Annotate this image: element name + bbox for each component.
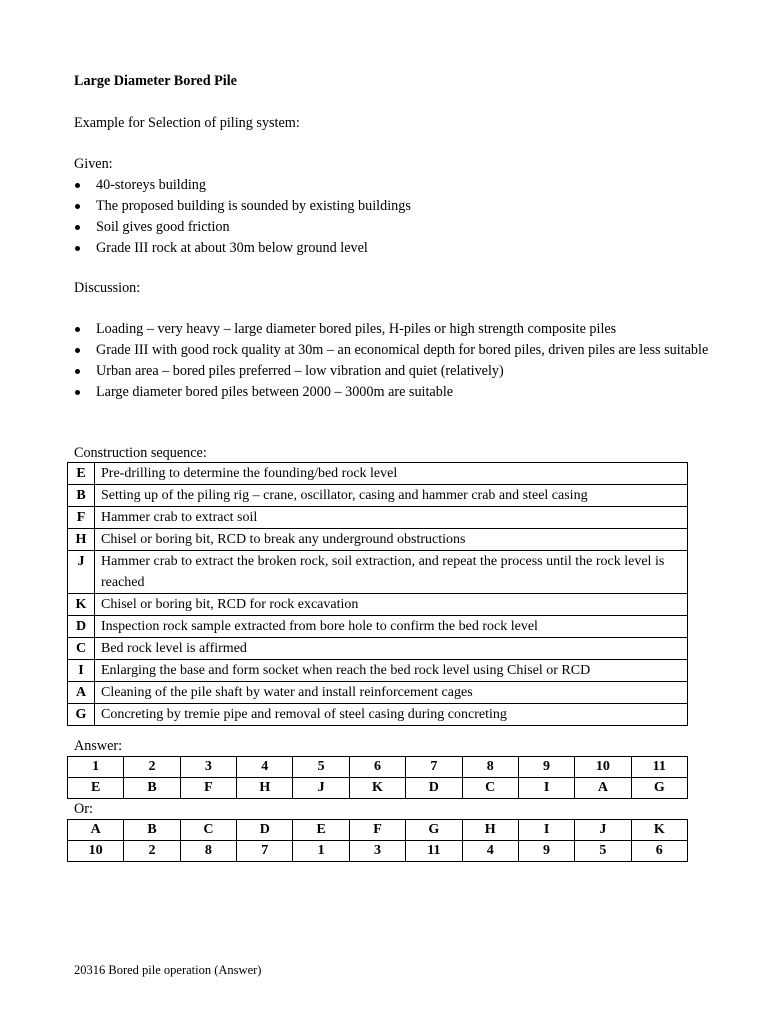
bullet-icon xyxy=(75,183,80,188)
table-cell: 9 xyxy=(518,757,574,778)
table-cell: F xyxy=(180,778,236,799)
table-row xyxy=(68,485,688,507)
construction-sequence-table xyxy=(67,462,688,726)
table-cell: 8 xyxy=(462,757,518,778)
table-cell: K xyxy=(349,778,405,799)
table-row xyxy=(68,704,688,726)
sequence-code: H xyxy=(68,529,95,551)
table-cell: 5 xyxy=(575,841,631,862)
list-item: The proposed building is sounded by existing buildings xyxy=(74,196,714,217)
sequence-step: Chisel or boring bit, RCD to break any underground obstructions xyxy=(95,529,688,551)
bullet-icon xyxy=(75,246,80,251)
bullet-icon xyxy=(75,225,80,230)
discussion-heading: Discussion: xyxy=(74,280,141,296)
table-cell: 5 xyxy=(293,757,349,778)
sequence-heading: Construction sequence: xyxy=(74,445,207,461)
bullet-icon xyxy=(75,369,80,374)
sequence-code: B xyxy=(68,485,95,507)
table-row xyxy=(68,682,688,704)
table-row xyxy=(68,820,688,841)
sequence-code: F xyxy=(68,507,95,529)
sequence-step: Cleaning of the pile shaft by water and install reinforcement cages xyxy=(95,682,688,704)
table-cell: 10 xyxy=(68,841,124,862)
sequence-step: Pre-drilling to determine the founding/bed rock level xyxy=(95,463,688,485)
sequence-code: I xyxy=(68,660,95,682)
table-row xyxy=(68,463,688,485)
table-cell: E xyxy=(68,778,124,799)
table-cell: 7 xyxy=(237,841,293,862)
sequence-code: A xyxy=(68,682,95,704)
table-cell: J xyxy=(575,820,631,841)
table-row xyxy=(68,660,688,682)
table-row xyxy=(68,778,688,799)
table-cell: H xyxy=(237,778,293,799)
list-item: Loading – very heavy – large diameter bored piles, H-piles or high strength composite piles xyxy=(74,319,714,340)
given-heading: Given: xyxy=(74,156,113,172)
sequence-step: Concreting by tremie pipe and removal of steel casing during concreting xyxy=(95,704,688,726)
list-item: Soil gives good friction xyxy=(74,217,714,238)
table-cell: 11 xyxy=(631,757,687,778)
table-row xyxy=(68,757,688,778)
sequence-code: D xyxy=(68,616,95,638)
table-cell: 11 xyxy=(406,841,462,862)
table-cell: 6 xyxy=(349,757,405,778)
bullet-icon xyxy=(75,327,80,332)
table-cell: A xyxy=(68,820,124,841)
table-cell: 8 xyxy=(180,841,236,862)
sequence-code: K xyxy=(68,594,95,616)
table-cell: A xyxy=(575,778,631,799)
sequence-code: C xyxy=(68,638,95,660)
table-cell: 7 xyxy=(406,757,462,778)
table-cell: 1 xyxy=(68,757,124,778)
table-row xyxy=(68,594,688,616)
table-cell: 3 xyxy=(349,841,405,862)
list-item: Grade III rock at about 30m below ground level xyxy=(74,238,714,259)
table-cell: K xyxy=(631,820,687,841)
page-subtitle: Example for Selection of piling system: xyxy=(74,115,300,131)
answer-table xyxy=(67,756,688,799)
table-row xyxy=(68,841,688,862)
table-cell: C xyxy=(462,778,518,799)
sequence-step: Bed rock level is affirmed xyxy=(95,638,688,660)
sequence-code: G xyxy=(68,704,95,726)
or-heading: Or: xyxy=(74,801,93,817)
page-footer: 20316 Bored pile operation (Answer) xyxy=(74,963,262,977)
table-row xyxy=(68,529,688,551)
sequence-step: Chisel or boring bit, RCD for rock excavation xyxy=(95,594,688,616)
table-row xyxy=(68,507,688,529)
table-cell: 9 xyxy=(518,841,574,862)
table-cell: H xyxy=(462,820,518,841)
sequence-step: Setting up of the piling rig – crane, oscillator, casing and hammer crab and steel casing xyxy=(95,485,688,507)
table-cell: B xyxy=(124,820,180,841)
table-cell: 10 xyxy=(575,757,631,778)
given-list xyxy=(74,175,714,259)
table-cell: I xyxy=(518,778,574,799)
table-cell: 4 xyxy=(237,757,293,778)
answer-heading: Answer: xyxy=(74,738,123,754)
sequence-step: Inspection rock sample extracted from bore hole to confirm the bed rock level xyxy=(95,616,688,638)
page-title: Large Diameter Bored Pile xyxy=(74,73,237,89)
table-cell: D xyxy=(237,820,293,841)
list-item: Grade III with good rock quality at 30m – an economical depth for bored piles, driven piles are less suitable xyxy=(74,340,714,361)
table-cell: G xyxy=(631,778,687,799)
table-cell: B xyxy=(124,778,180,799)
table-cell: G xyxy=(406,820,462,841)
table-cell: 2 xyxy=(124,757,180,778)
sequence-code: E xyxy=(68,463,95,485)
bullet-icon xyxy=(75,390,80,395)
sequence-step: Hammer crab to extract soil xyxy=(95,507,688,529)
sequence-code: J xyxy=(68,551,95,594)
table-cell: 3 xyxy=(180,757,236,778)
sequence-step: Enlarging the base and form socket when reach the bed rock level using Chisel or RCD xyxy=(95,660,688,682)
sequence-step: Hammer crab to extract the broken rock, soil extraction, and repeat the process until the rock level is reached xyxy=(95,551,688,594)
table-row xyxy=(68,616,688,638)
table-cell: 6 xyxy=(631,841,687,862)
table-cell: D xyxy=(406,778,462,799)
table-cell: E xyxy=(293,820,349,841)
table-cell: J xyxy=(293,778,349,799)
list-item: Large diameter bored piles between 2000 – 3000m are suitable xyxy=(74,382,714,403)
bullet-icon xyxy=(75,348,80,353)
table-cell: 4 xyxy=(462,841,518,862)
table-cell: 1 xyxy=(293,841,349,862)
table-cell: 2 xyxy=(124,841,180,862)
or-table xyxy=(67,819,688,862)
table-cell: C xyxy=(180,820,236,841)
table-cell: F xyxy=(349,820,405,841)
table-cell: I xyxy=(518,820,574,841)
list-item: 40-storeys building xyxy=(74,175,714,196)
list-item: Urban area – bored piles preferred – low vibration and quiet (relatively) xyxy=(74,361,714,382)
table-row xyxy=(68,551,688,594)
table-row xyxy=(68,638,688,660)
bullet-icon xyxy=(75,204,80,209)
discussion-list xyxy=(74,319,714,403)
